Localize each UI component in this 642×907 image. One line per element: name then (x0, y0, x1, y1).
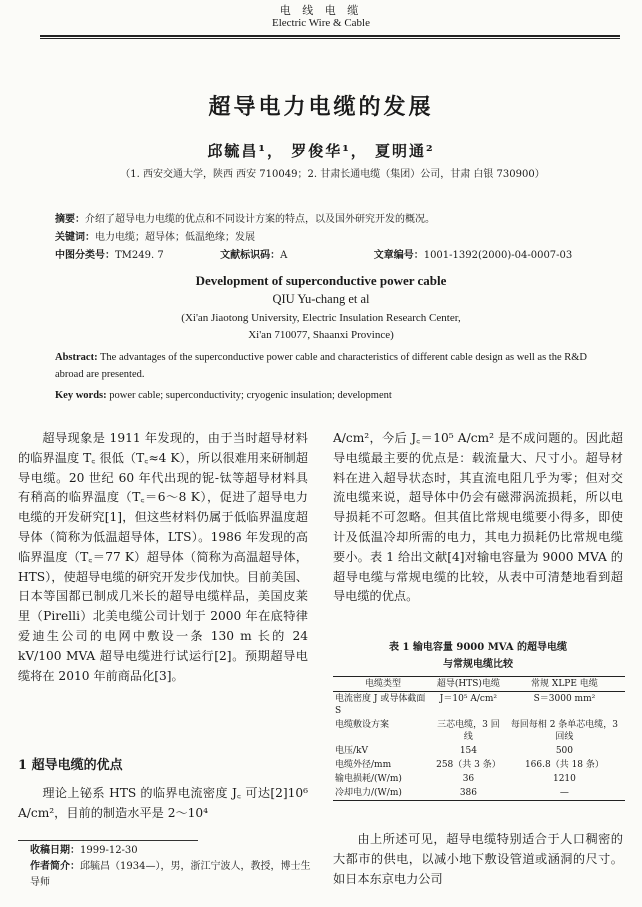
affiliation: （1. 西安交通大学，陕西 西安 710049；2. 甘肃长通电缆（集团）公司，甘肃 白银 730900） (120, 169, 545, 180)
authors: 邱毓昌¹， 罗俊华¹， 夏明通² (207, 142, 435, 160)
english-affiliation-line2: Xi'an 710077, Shaanxi Province) (248, 329, 394, 341)
english-author: QIU Yu-chang et al (272, 292, 370, 306)
clc-value: TM249. 7 (115, 250, 164, 261)
left-column (18, 429, 308, 686)
right-bottom-column (333, 830, 623, 889)
author-bio-text: 邱毓昌（1934—），男，浙江宁波人，教授，博士生导师 (30, 861, 311, 888)
header-rule (40, 35, 620, 37)
table-caption-line1: 表 1 输电容量 9000 MVA 的超导电缆 (388, 642, 567, 653)
paper-title: 超导电力电缆的发展 (208, 94, 434, 120)
english-affiliation-line1: (Xi'an Jiaotong University, Electric Insulation Research Center, (181, 312, 461, 324)
section-paragraph (18, 784, 308, 824)
english-abstract-label: Abstract: (55, 352, 98, 363)
table-header-cell: 电缆类型 (333, 677, 433, 692)
table-cell: 输电损耗/(W/m) (335, 774, 402, 784)
table-cell: 154 (459, 746, 478, 756)
article-id-label: 文章编号： (373, 250, 424, 261)
table-cell: 166.8（共 18 条） (524, 760, 604, 770)
table-cell: J＝10⁵ A/cm² (439, 694, 498, 704)
article-id-value: 1001-1392(2000)-04-0007-03 (423, 250, 573, 261)
table-cell: S＝3000 mm² (533, 694, 596, 704)
table-cell: — (504, 786, 625, 801)
received-date (30, 843, 315, 859)
section-paragraph-text: 理论上铋系 HTS 的临界电流密度 J꜀ 可达[2]10⁶ A/cm²，目前的制造水平是 2～10⁴ (18, 786, 308, 820)
closing-paragraph: 由上所述可见，超导电缆特别适合于人口稠密的大都市的供电，以减小地下敷设管道或涵洞的尺寸。如日本东京电力公司 (333, 832, 623, 886)
table-header-cell: 超导(HTS)电缆 (433, 677, 504, 692)
keywords-cn (55, 228, 610, 243)
english-keywords-label: Key words: (55, 390, 107, 401)
table-cell: 电流密度 J 或导体截面 S (335, 694, 426, 716)
intro-paragraph: 超导现象是 1911 年发现的，由于当时超导材料的临界温度 T꜀ 很低（T꜀≈4 K），所以很难用来研制超导电缆。20 世纪 60 年代出现的铌-钛等超导材料具有稍高的临界温度（T꜀＝6～8 K），促进了超导电力电缆的开发研究[1]，但这些材料仍属于低临界温度超导体（简称为低温超导体，LTS）。1986 年发现的高临界温度（T꜀＝77 K）超导体（简称为高温超导体，HTS），使超导电缆的研究开发步伐加快。目前美国、日本等国都已制成几米长的超导电缆样品，美国皮莱里（Pirelli）北美电缆公司计划于 2000 年在底特律爱迪生公司的电网中敷设一条 130 m 长的 24 kV/100 MVA 超导电缆进行试运行[2]。预期超导电缆将在 2010 年前商品化[3]。 (18, 431, 308, 683)
table-row (333, 692, 625, 719)
english-keywords (55, 390, 615, 401)
table-cell: 1210 (552, 774, 576, 784)
table-row (333, 718, 625, 744)
english-title: Development of superconductive power cable (195, 273, 447, 288)
table-row (333, 786, 625, 801)
table-cell: 每回每相 2 条单芯电缆，3 回线 (510, 720, 619, 742)
author-bio (30, 859, 315, 891)
classification-row (55, 246, 610, 261)
table-cell: 电缆外径/mm (335, 760, 392, 770)
doc-code-value: A (280, 250, 288, 261)
table-header-row (333, 677, 625, 692)
english-abstract (55, 349, 615, 383)
comparison-table (333, 676, 625, 801)
received-label: 收稿日期： (30, 845, 80, 856)
footnote-rule (18, 840, 198, 841)
received-value: 1999-12-30 (80, 845, 138, 856)
right-column (333, 429, 623, 607)
table-caption-line2: 与常规电缆比较 (443, 659, 513, 670)
table-row (333, 772, 625, 786)
doc-code-label: 文献标识码： (220, 250, 281, 261)
keywords-cn-text: 电力电缆；超导体；低温绝缘；发展 (95, 232, 255, 243)
table-cell: 电压/kV (335, 746, 368, 756)
journal-name-en: Electric Wire & Cable (271, 17, 370, 29)
table-cell: 冷却电力/(W/m) (333, 786, 433, 801)
table-cell: 500 (555, 746, 574, 756)
table-cell: 386 (433, 786, 504, 801)
english-keywords-text: power cable; superconductivity; cryogenic insulation; development (109, 390, 392, 401)
table-cell: 电缆敷设方案 (335, 720, 390, 730)
section-heading: 1 超导电缆的优点 (18, 758, 123, 773)
footnote (30, 843, 315, 891)
abstract-cn-label: 摘要： (55, 214, 85, 225)
journal-name-cn: 电 线 电 缆 (279, 4, 363, 17)
abstract-cn-text: 介绍了超导电力电缆的优点和不同设计方案的特点，以及国外研究开发的概况。 (85, 214, 435, 225)
abstract-cn (55, 210, 610, 225)
table-cell: 258（共 3 条） (436, 760, 501, 770)
table-cell: 三芯电缆，3 回线 (437, 720, 500, 742)
table-row (333, 758, 625, 772)
keywords-cn-label: 关键词： (55, 232, 95, 243)
table-header-cell: 常规 XLPE 电缆 (504, 677, 625, 692)
clc-label: 中图分类号： (55, 250, 115, 261)
table-row (333, 744, 625, 758)
english-abstract-text: The advantages of the superconductive power cable and characteristics of different cable design as well as the R&D abroad are presented. (55, 352, 588, 380)
author-bio-label: 作者简介： (30, 861, 80, 872)
table-cell: 36 (462, 774, 475, 784)
right-paragraph: A/cm²，今后 J꜀＝10⁵ A/cm² 是不成问题的。因此超导电缆最主要的优点是：载流量大、尺寸小。超导材料在进入超导状态时，其直流电阻几乎为零；但对交流电缆来说，超导体中仍会有磁滞涡流损耗，所以电导损耗不可忽略。但其值比常规电缆要小得多，即使计及低温冷却所需的电力，其电力损耗仍比常规电缆要小。表 1 给出文献[4]对输电容量为 9000 MVA 的超导电缆与常规电缆的比较，从表中可清楚地看到超导电缆的优点。 (333, 431, 623, 604)
header-rule-thin (40, 38, 620, 39)
